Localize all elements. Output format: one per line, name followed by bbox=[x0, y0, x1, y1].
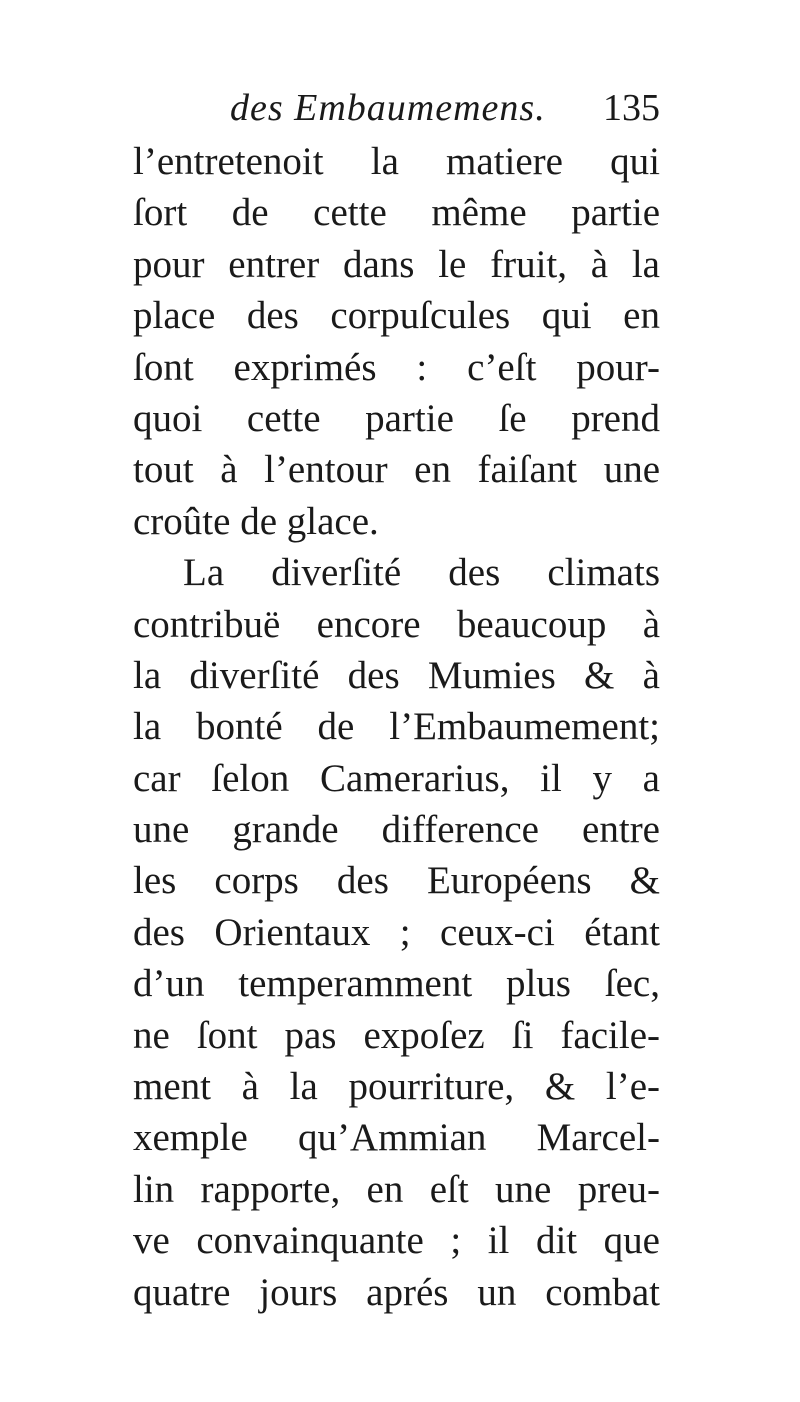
body-text bbox=[133, 136, 660, 1318]
text-line: tout à l’entour en faiſant une bbox=[133, 448, 660, 492]
text-line: ne ſont pas expoſez ſi facile- bbox=[133, 1013, 660, 1057]
text-line: une grande difference entre bbox=[133, 808, 660, 852]
text-line: ve convainquante ; il dit que bbox=[133, 1219, 660, 1263]
text-line: la bonté de l’Embaumement; bbox=[133, 705, 660, 749]
text-line: la diverſité des Mumies & à bbox=[133, 653, 660, 697]
text-line: ſort de cette même partie bbox=[133, 191, 660, 235]
text-line: ſont exprimés : c’eſt pour- bbox=[133, 345, 660, 389]
text-line: quoi cette partie ſe prend bbox=[133, 396, 660, 440]
text-line: des Orientaux ; ceux-ci étant bbox=[133, 910, 660, 954]
text-line: car ſelon Camerarius, il y a bbox=[133, 756, 660, 800]
text-line: place des corpuſcules qui en bbox=[133, 294, 660, 338]
text-line: les corps des Européens & bbox=[133, 859, 660, 903]
text-line: contribuë encore beaucoup à bbox=[133, 602, 660, 646]
text-line: xemple qu’Ammian Marcel- bbox=[133, 1116, 660, 1160]
page-number: 135 bbox=[603, 87, 660, 129]
text-line: quatre jours aprés un combat bbox=[133, 1270, 660, 1314]
text-line: d’un temperamment plus ſec, bbox=[133, 962, 660, 1006]
text-line: ment à la pourriture, & l’e- bbox=[133, 1065, 660, 1109]
paragraph-end-line: croûte de glace. bbox=[133, 499, 379, 543]
text-line: lin rapporte, en eſt une preu- bbox=[133, 1167, 660, 1211]
running-title: des Embaumemens. bbox=[230, 87, 546, 129]
text-line: l’entretenoit la matiere qui bbox=[133, 140, 660, 183]
paragraph-start-line: La diverſité des climats bbox=[183, 551, 660, 595]
running-head bbox=[130, 80, 660, 136]
text-line: pour entrer dans le fruit, à la bbox=[133, 242, 660, 286]
